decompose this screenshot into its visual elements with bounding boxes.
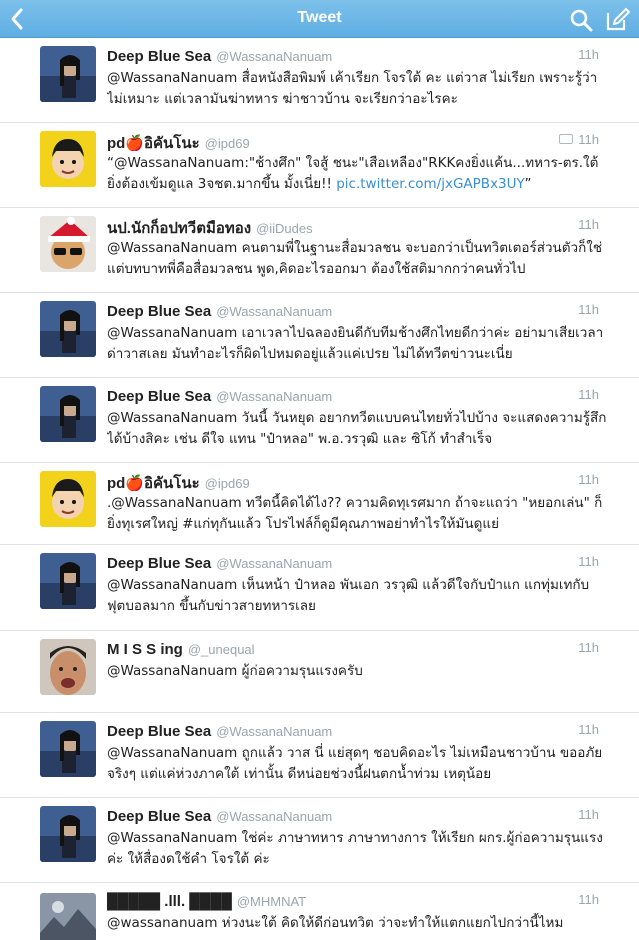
author-name[interactable]: Deep Blue Sea xyxy=(107,723,212,740)
avatar[interactable] xyxy=(40,46,96,102)
tweet-text: @WassanaNanuam ถูกแล้ว วาส นี่ แย่สุดๆ ชอบคิดอะไร ไม่เหมือนชาวบ้าน ขออภัยจริงๆ แต่แค่ห่วงภาคใต้ เท่านั้น ดีหน่อยช่วงนี้ฝนตกน้ำท่วม เหตุน้อย xyxy=(107,745,603,782)
avatar[interactable] xyxy=(40,553,96,609)
tweet-item[interactable] xyxy=(0,38,639,123)
avatar[interactable] xyxy=(40,471,96,527)
author-name[interactable]: pd🍎อิคันโนะ xyxy=(107,135,200,151)
avatar[interactable] xyxy=(40,131,96,187)
author-name[interactable]: M I S S ing xyxy=(107,641,183,658)
timestamp: 11h xyxy=(578,892,599,907)
tweet-item[interactable] xyxy=(0,883,639,940)
avatar[interactable] xyxy=(40,639,96,695)
tweet-text: @WassanaNanuam คนตามพี่ในฐานะสื่อมวลชน จะบอกว่าเป็นทวิตเตอร์ส่วนตัวก็ใช่ แต่บทบาทพี่คือสื่อมวลชน พูด,คิดอะไรออกมา ต้องใช้สติมากกว่าคนทั่วไป xyxy=(107,240,603,277)
navigation-bar xyxy=(0,0,639,38)
tweet-item[interactable] xyxy=(0,545,639,631)
author-name[interactable]: Deep Blue Sea xyxy=(107,555,212,572)
avatar[interactable] xyxy=(40,301,96,357)
tweet-item[interactable] xyxy=(0,123,639,208)
author-handle[interactable]: @WassanaNanuam xyxy=(216,809,333,824)
tweet-text: “@WassanaNanuam:"ช้างศึก" ใจสู้ ชนะ"เสือเหลือง"RKKคงยิ่งแค้น...ทหาร-ตร.ใต้ ยิ่งต้องเข้มดูแล 3จชต.มากขึ้น มั้งเนี่ย!! pic.twitter.com/jxGAPBx3UY” xyxy=(107,155,599,192)
author-name[interactable]: นป.นักก็อปทวีตมือทอง xyxy=(107,220,252,236)
timestamp: 11h xyxy=(578,472,599,487)
author-handle[interactable]: @ipd69 xyxy=(204,476,250,491)
image-attachment-icon xyxy=(559,134,573,144)
tweet-text: .@WassanaNanuam ทวีตนี้คิดได้ไง?? ความคิดทุเรศมาก ถ้าจะแถว่า "หยอกเล่น" ก็ยิ่งทุเรศใหญ่ #แก่ทุกันแล้ว โปรไฟล์ก็ดูมีคุณภาพอย่าทำไรให้มันดูแย่ xyxy=(107,495,603,532)
tweet-item[interactable] xyxy=(0,463,639,545)
timestamp: 11h xyxy=(578,387,599,402)
author-handle[interactable]: @ipd69 xyxy=(204,136,250,151)
timestamp: 11h xyxy=(578,302,599,317)
tweet-text: @WassanaNanuam เอาเวลาไปฉลองยินดีกับทีมช้างศึกไทยดีกว่าค่ะ อย่ามาเสียเวลาด่าวาสเลย มันทำอะไรก็ผิดไปหมดอยู่แล้วแค่เปรย ไม่ได้ทวีตข่าวนะเนี่ย xyxy=(107,325,604,362)
tweet-item[interactable] xyxy=(0,631,639,713)
author-handle[interactable]: @WassanaNanuam xyxy=(216,304,333,319)
author-name[interactable]: pd🍎อิคันโนะ xyxy=(107,475,200,491)
avatar[interactable] xyxy=(40,893,96,940)
author-name[interactable]: Deep Blue Sea xyxy=(107,388,212,405)
tweet-item[interactable] xyxy=(0,378,639,463)
timestamp: 11h xyxy=(578,722,599,737)
author-handle[interactable]: @WassanaNanuam xyxy=(216,556,333,571)
tweet-text: @WassanaNanuam ผู้ก่อความรุนแรงครับ xyxy=(107,663,363,679)
search-icon[interactable] xyxy=(569,8,593,32)
tweet-item[interactable] xyxy=(0,798,639,883)
author-name[interactable]: Deep Blue Sea xyxy=(107,808,212,825)
author-handle[interactable]: @_unequal xyxy=(187,642,255,657)
author-handle[interactable]: @MHMNAT xyxy=(236,894,307,909)
tweet-text: @wassananuam ห่วงนะใต้ คิดให้ดีก่อนทวิต ว่าจะทำให้แตกแยกไปกว่านี้ไหม xyxy=(107,915,564,931)
tweet-link[interactable]: pic.twitter.com/jxGAPBx3UY xyxy=(336,176,525,192)
tweet-text: @WassanaNanuam เห็นหน้า ป๋าหลอ พันเอก วรวุฒิ แล้วดีใจกับป๋าแก แกทุ่มเทกับฟุตบอลมาก ขึ้นกับข่าวสายทหารเลย xyxy=(107,577,590,614)
timestamp: 11h xyxy=(578,132,599,147)
author-handle[interactable]: @WassanaNanuam xyxy=(216,724,333,739)
tweet-item[interactable] xyxy=(0,293,639,378)
avatar[interactable] xyxy=(40,216,96,272)
author-name[interactable]: Deep Blue Sea xyxy=(107,303,212,320)
author-name[interactable]: Deep Blue Sea xyxy=(107,48,212,65)
tweet-text: @WassanaNanuam สื่อหนังสือพิมพ์ เค้าเรียก โจรใต้ คะ แต่วาส ไม่เรียก เพราะรู้ว่าไม่เหมาะ แต่เวลามันฆ่าทหาร ฆ่าชาวบ้าน จะเรียกว่าอะไรคะ xyxy=(107,70,598,107)
author-name[interactable]: █████ .lll. ████ xyxy=(107,893,232,910)
timestamp: 11h xyxy=(578,217,599,232)
avatar[interactable] xyxy=(40,386,96,442)
compose-icon[interactable] xyxy=(604,7,630,33)
author-handle[interactable]: @iiDudes xyxy=(256,221,313,236)
avatar[interactable] xyxy=(40,721,96,777)
page-title: Tweet xyxy=(297,9,342,26)
tweet-item[interactable] xyxy=(0,208,639,293)
tweet-item[interactable] xyxy=(0,713,639,798)
timestamp: 11h xyxy=(578,807,599,822)
tweet-text: @WassanaNanuam ใช่ค่ะ ภาษาทหาร ภาษาทางการ ให้เรียก ผกร.ผู้ก่อความรุนแรงค่ะ ให้สื่องดใช้คำ โจรใต้ ค่ะ xyxy=(107,830,603,867)
timestamp: 11h xyxy=(578,47,599,62)
tweet-text: @WassanaNanuam วันนี้ วันหยุด อยากทวีตแบบคนไทยทั่วไปบ้าง จะแสดงความรู้สึกได้บ้างสิคะ เช่น ดีใจ แทน "ป๋าหลอ" พ.อ.วรวุฒิ และ ซิโก้ ทำสำเร็จ xyxy=(107,410,607,447)
timestamp: 11h xyxy=(578,554,599,569)
avatar[interactable] xyxy=(40,806,96,862)
author-handle[interactable]: @WassanaNanuam xyxy=(216,49,333,64)
timestamp: 11h xyxy=(578,640,599,655)
author-handle[interactable]: @WassanaNanuam xyxy=(216,389,333,404)
